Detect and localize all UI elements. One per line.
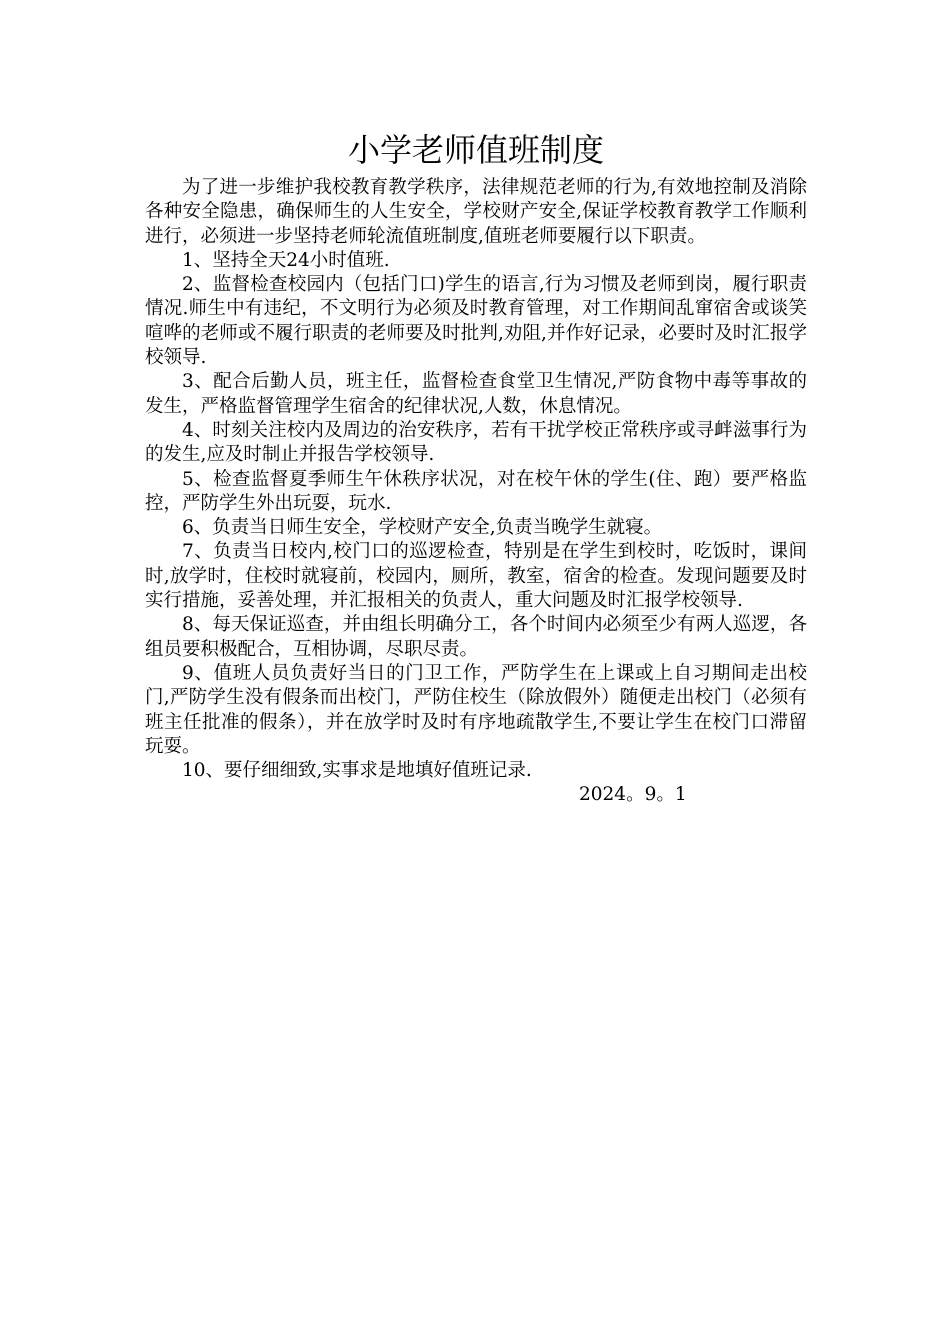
duty-item-6: 6、负责当日师生安全，学校财产安全,负责当晚学生就寝。 [182,517,663,539]
duty-item-2: 2、监督检查校园内（包括门口)学生的语言,行为习惯及老师到岗，履行职责情况.师生中有违纪，不文明行为必须及时教育管理，对工作期间乱窜宿舍或谈笑喧哗的老师或不履行职责的老师要及时批判,劝阻,并作好记录，必要时及时汇报学校领导. [145,274,807,369]
duty-item-4: 4、时刻关注校内及周边的治安秩序，若有干扰学校正常秩序或寻衅滋事行为的发生,应及时制止并报告学校领导. [145,419,807,466]
duty-item-7: 7、负责当日校内,校门口的巡逻检查，特别是在学生到校时，吃饭时，课间时,放学时，住校时就寝前，校园内，厕所，教室，宿舍的检查。发现问题要及时实行措施，妥善处理，并汇报相关的负责人，重大问题及时汇报学校领导. [145,541,807,612]
duty-item-9: 9、值班人员负责好当日的门卫工作，严防学生在上课或上自习期间走出校门,严防学生没有假条而出校门，严防住校生（除放假外）随便走出校门（必须有班主任批准的假条），并在放学时及时有序地疏散学生,不要让学生在校门口滞留玩耍。 [145,662,807,757]
document-body [145,176,807,808]
duty-item-8: 8、每天保证巡查，并由组长明确分工，各个时间内必须至少有两人巡逻，各组员要积极配合，互相协调，尽职尽责。 [145,614,807,660]
duty-item-1: 1、坚持全天24小时值班. [182,249,390,271]
document-page [145,128,807,808]
intro-paragraph: 为了进一步维护我校教育教学秩序，法律规范老师的行为,有效地控制及消除各种安全隐患，确保师生的人生安全，学校财产安全,保证学校教育教学工作顺利进行，必须进一步坚持老师轮流值班制度,值班老师要履行以下职责。 [145,177,807,247]
document-title: 小学老师值班制度 [347,131,604,169]
duty-item-3: 3、配合后勤人员，班主任，监督检查食堂卫生情况,严防食物中毒等事故的发生，严格监督管理学生宿舍的纪律状况,人数，休息情况。 [145,371,807,417]
duty-item-5: 5、检查监督夏季师生午休秩序状况，对在校午休的学生(住、跑）要严格监控，严防学生外出玩耍，玩水. [145,468,807,514]
document-date: 2024。9。1 [579,784,687,806]
duty-item-10: 10、要仔细细致,实事求是地填好值班记录. [182,760,532,782]
